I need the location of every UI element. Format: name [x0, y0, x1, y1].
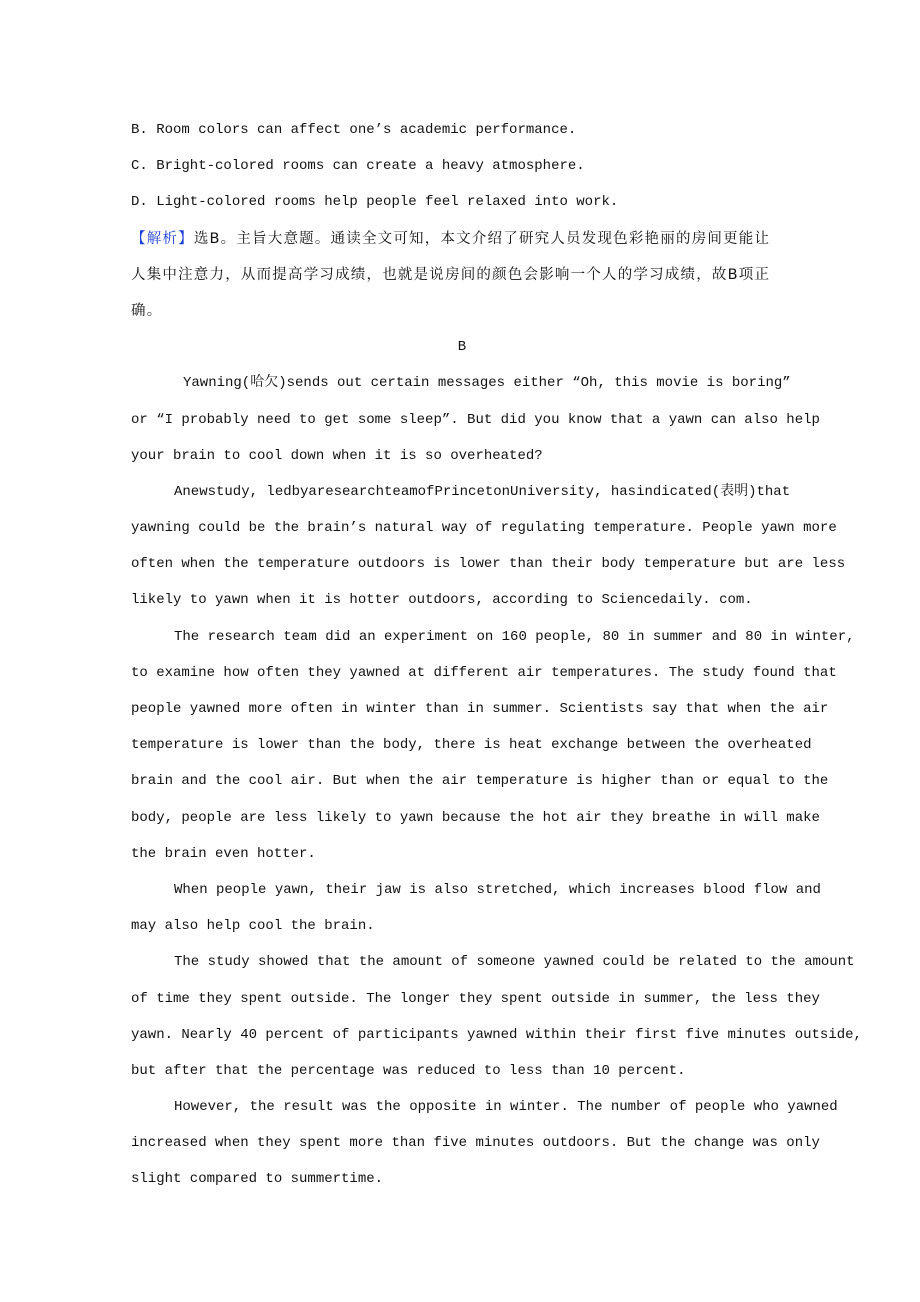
passage-line: but after that the percentage was reduced to less than 10 percent.	[131, 1062, 686, 1079]
analysis-line	[131, 228, 823, 264]
option-c: C. Bright-colored rooms can create a heavy atmosphere.	[131, 158, 585, 175]
passage-line: brain and the cool air. But when the air temperature is higher than or equal to the	[131, 773, 829, 790]
passage-line: However, the result was the opposite in winter. The number of people who yawned	[174, 1099, 838, 1116]
passage-line: people yawned more often in winter than in summer. Scientists say that when the air	[131, 701, 829, 717]
passage-line: of time they spent outside. The longer they spent outside in summer, the less they	[131, 990, 820, 1007]
passage-line: Yawning(哈欠)sends out certain messages either “Oh, this movie is boring”	[183, 375, 791, 392]
passage-line: slight compared to summertime.	[131, 1171, 384, 1188]
passage-line: your brain to cool down when it is so overheated?	[131, 447, 543, 464]
passage-line: body, people are less likely to yawn because the hot air they breathe in will make	[131, 809, 820, 826]
section-label: B	[457, 339, 467, 356]
passage-line: increased when they spent more than five minutes outdoors. But the change was only	[131, 1135, 820, 1152]
passage-line: to examine how often they yawned at different air temperatures. The study found that	[131, 664, 837, 681]
passage-line: likely to yawn when it is hotter outdoors, according to Sciencedaily. com.	[131, 592, 753, 609]
passage-line: temperature is lower than the body, there is heat exchange between the overheated	[131, 737, 812, 754]
option-b: B. Room colors can affect one’s academic performance.	[131, 122, 577, 138]
passage-line: The research team did an experiment on 160 people, 80 in summer and 80 in winter,	[174, 628, 855, 645]
passage-line: The study showed that the amount of someone yawned could be related to the amount	[174, 954, 855, 971]
passage-line: yawn. Nearly 40 percent of participants yawned within their first five minutes outside,	[131, 1026, 862, 1043]
passage-line: often when the temperature outdoors is lower than their body temperature but are less	[131, 556, 846, 573]
passage	[131, 372, 862, 1204]
document-page	[131, 119, 862, 1205]
passage-line: yawning could be the brain’s natural way of regulating temperature. People yawn more	[131, 520, 837, 537]
passage-line: Anewstudy, ledbyaresearchteamofPrincetonUniversity, hasindicated(表明)that	[174, 483, 791, 500]
analysis-text: 选B。主旨大意题。通读全文可知，本文介绍了研究人员发现色彩艳丽的房间更能让	[193, 230, 771, 247]
analysis-line: 人集中注意力，从而提高学习成绩，也就是说房间的颜色会影响一个人的学习成绩，故B项正	[131, 266, 771, 283]
passage-line: the brain even hotter.	[131, 845, 316, 862]
passage-line: When people yawn, their jaw is also stretched, which increases blood flow and	[174, 881, 821, 898]
passage-line: may also help cool the brain.	[131, 918, 375, 935]
analysis-line: 确。	[131, 302, 163, 319]
passage-line: or “I probably need to get some sleep”. But did you know that a yawn can also help	[131, 411, 820, 428]
option-d: D. Light-colored rooms help people feel relaxed into work.	[131, 194, 619, 211]
analysis-tag: 【解析】	[131, 230, 194, 247]
